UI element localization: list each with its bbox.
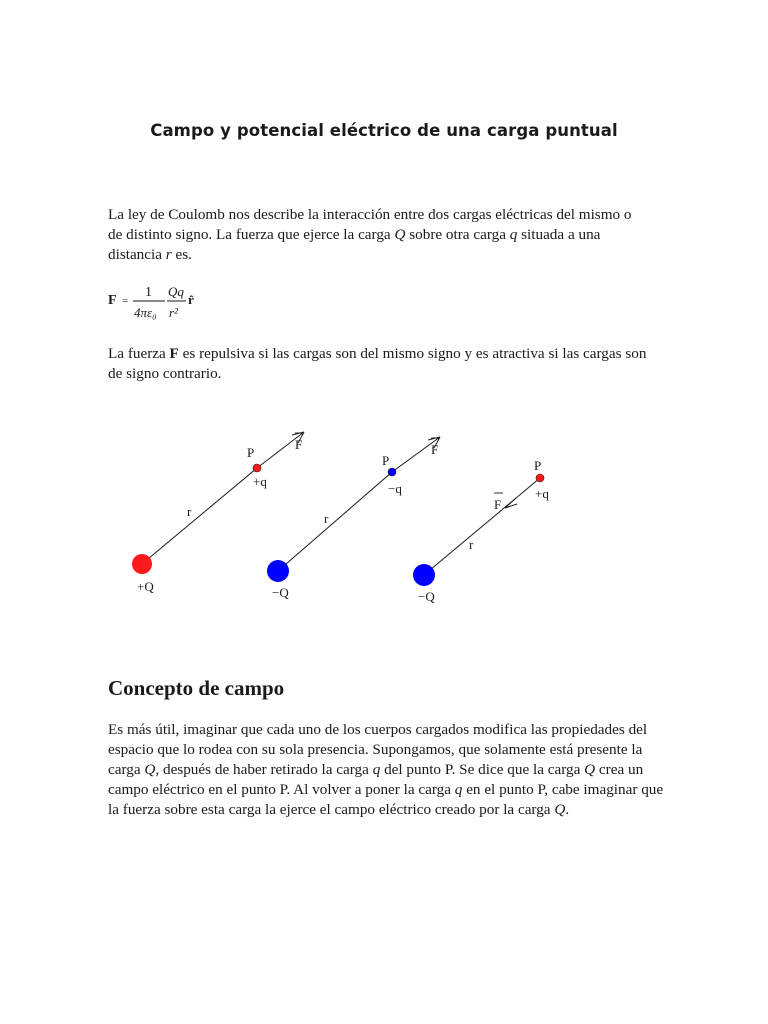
field-symbol-Q: Q — [554, 801, 566, 818]
distance-label: r — [324, 511, 329, 526]
field-text-3: del punto P. Se dice que la carga — [380, 761, 585, 778]
point-label: P — [534, 458, 542, 473]
distance-label: r — [187, 504, 192, 519]
point-label: P — [247, 445, 255, 460]
field-symbol-q: q — [454, 781, 463, 798]
field-symbol-q: q — [372, 761, 381, 778]
formula-den2: r² — [169, 305, 178, 320]
force-label: F — [431, 442, 439, 457]
test-charge — [253, 464, 261, 472]
field-text-1: Es más útil, imaginar que cada uno de los cuerpos cargados modifica las propiedades del espacio que lo rodea con su sola presencia. Supongamos, que solamente está presente la carga — [108, 721, 648, 778]
page-title: Campo y potencial eléctrico de una carga puntual — [150, 121, 618, 140]
force-sign-paragraph — [108, 344, 648, 384]
field-symbol-Q: Q — [584, 761, 596, 778]
intro-symbol-r: r — [165, 246, 172, 263]
source-charge-label: −Q — [272, 585, 289, 600]
arrow-icon — [505, 498, 517, 508]
formula-num2: Qq — [168, 284, 184, 299]
force-label: F — [494, 497, 502, 512]
force-symbol-F: F — [169, 345, 179, 362]
coulomb-formula — [108, 280, 228, 325]
intro-text-1: La ley de Coulomb nos describe la interacción entre dos cargas eléctricas del mismo o de distinto signo. La fuerza que ejerce la carga — [108, 206, 632, 243]
field-text-2: , después de haber retirado la carga — [155, 761, 373, 778]
field-text-6: . — [565, 801, 570, 818]
field-concept-paragraph — [108, 720, 668, 820]
intro-text-3: situada a una distancia — [108, 226, 601, 263]
source-charge — [413, 564, 435, 586]
formula-den1: 4πε₀ — [134, 305, 157, 320]
formula-num1: 1 — [145, 285, 152, 300]
charges-diagram — [120, 420, 580, 610]
field-symbol-Q: Q — [144, 761, 156, 778]
test-charge-label: −q — [388, 481, 402, 496]
formula-equals: = — [122, 295, 129, 307]
force-text-1: La fuerza — [108, 345, 170, 362]
section-heading: Concepto de campo — [108, 676, 285, 700]
distance-line — [424, 478, 540, 575]
test-charge — [536, 474, 544, 482]
test-charge — [388, 468, 396, 476]
distance-label: r — [469, 537, 474, 552]
diagram-case-attractive — [413, 458, 549, 604]
field-text-5: en el punto P, cabe imaginar que la fuerza sobre esta carga la ejerce el campo eléctrico creado por la carga — [108, 781, 664, 818]
source-charge — [267, 560, 289, 582]
test-charge-label: +q — [535, 486, 549, 501]
distance-line — [278, 472, 392, 571]
point-label: P — [382, 453, 390, 468]
test-charge-label: +q — [253, 474, 267, 489]
intro-symbol-q: q — [509, 226, 518, 243]
intro-text-4: es. — [171, 246, 192, 263]
formula-unit-vector: r̂ — [188, 292, 194, 307]
intro-symbol-Q: Q — [394, 226, 406, 243]
formula-lhs: F — [108, 293, 117, 308]
source-charge-label: +Q — [137, 579, 154, 594]
force-label: F — [295, 437, 303, 452]
intro-text-2: sobre otra carga — [405, 226, 510, 243]
force-text-2: es repulsiva si las cargas son del mismo signo y es atractiva si las cargas son de signo contrario. — [108, 345, 647, 382]
distance-line — [142, 468, 257, 564]
field-text-4: crea un campo eléctrico en el punto P. Al volver a poner la carga — [108, 761, 644, 798]
source-charge — [132, 554, 152, 574]
source-charge-label: −Q — [418, 589, 435, 604]
coulomb-intro-paragraph — [108, 205, 648, 265]
